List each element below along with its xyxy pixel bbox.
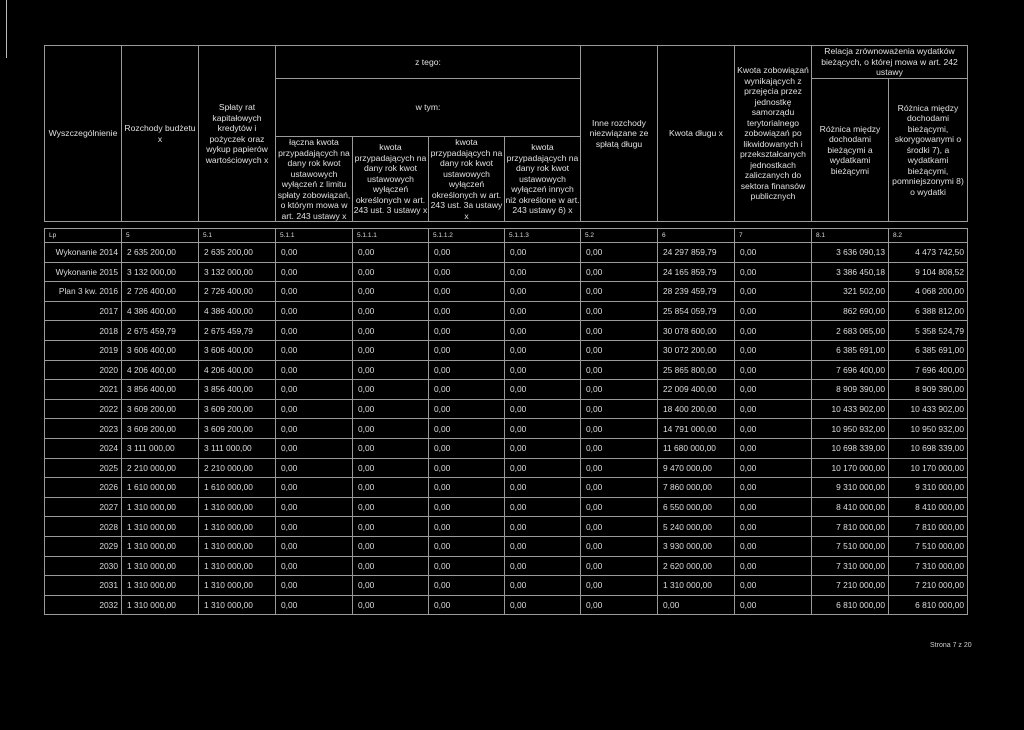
row-label: Wykonanie 2015 — [45, 262, 122, 282]
table-cell: 1 310 000,00 — [199, 556, 276, 576]
table-cell: 0,00 — [581, 282, 658, 302]
table-cell: 7 810 000,00 — [812, 517, 889, 537]
lp-cell: 7 — [735, 229, 812, 243]
table-cell: 2 683 065,00 — [812, 321, 889, 341]
table-cell: 0,00 — [353, 321, 429, 341]
table-cell: 0,00 — [505, 340, 581, 360]
table-cell: 0,00 — [353, 360, 429, 380]
table-row — [45, 282, 968, 302]
table-cell: 1 310 000,00 — [199, 595, 276, 615]
table-cell: 0,00 — [581, 595, 658, 615]
table-cell: 0,00 — [735, 419, 812, 439]
row-label: 2023 — [45, 419, 122, 439]
table-cell: 0,00 — [581, 321, 658, 341]
table-cell: 5 358 524,79 — [889, 321, 968, 341]
row-label: 2024 — [45, 438, 122, 458]
row-label: 2027 — [45, 497, 122, 517]
table-row — [45, 556, 968, 576]
row-label: 2026 — [45, 478, 122, 498]
table-cell: 0,00 — [353, 536, 429, 556]
table-cell: 8 410 000,00 — [812, 497, 889, 517]
table-cell: 0,00 — [505, 438, 581, 458]
row-label: 2017 — [45, 301, 122, 321]
table-cell: 0,00 — [735, 497, 812, 517]
table-cell: 3 609 200,00 — [122, 399, 199, 419]
header-rozchody: Rozchody budżetu x — [122, 46, 199, 222]
table-cell: 2 210 000,00 — [122, 458, 199, 478]
table-cell: 7 810 000,00 — [889, 517, 968, 537]
table-cell: 0,00 — [581, 517, 658, 537]
table-header — [45, 46, 968, 229]
table-cell: 0,00 — [735, 556, 812, 576]
table-cell: 1 310 000,00 — [122, 497, 199, 517]
header-spacer — [45, 222, 968, 229]
table-cell: 0,00 — [276, 321, 353, 341]
table-cell: 0,00 — [581, 340, 658, 360]
table-cell: 0,00 — [353, 340, 429, 360]
table-row — [45, 458, 968, 478]
table-cell: 24 165 859,79 — [658, 262, 735, 282]
margin-rule — [6, 0, 7, 58]
table-cell: 0,00 — [581, 458, 658, 478]
table-cell: 0,00 — [505, 458, 581, 478]
row-label: 2019 — [45, 340, 122, 360]
table-cell: 10 433 902,00 — [889, 399, 968, 419]
header-wyszczegolnienie: Wyszczególnienie — [45, 46, 122, 222]
forecast-table — [44, 45, 968, 615]
table-cell: 0,00 — [276, 438, 353, 458]
row-label: 2032 — [45, 595, 122, 615]
table-cell: 0,00 — [353, 497, 429, 517]
table-cell: 0,00 — [581, 243, 658, 263]
table-row — [45, 301, 968, 321]
table-cell: 4 206 400,00 — [122, 360, 199, 380]
header-relacja: Relacja zrównoważenia wydatków bieżących, o której mowa w art. 242 ustawy — [812, 46, 968, 79]
lp-cell: 5.1.1.3 — [505, 229, 581, 243]
lp-cell: 8.1 — [812, 229, 889, 243]
table-cell: 0,00 — [735, 360, 812, 380]
table-cell: 0,00 — [353, 243, 429, 263]
table-cell: 2 675 459,79 — [122, 321, 199, 341]
lp-cell: 5.1.1 — [276, 229, 353, 243]
table-cell: 1 610 000,00 — [122, 478, 199, 498]
table-cell: 3 636 090,13 — [812, 243, 889, 263]
table-cell: 0,00 — [276, 360, 353, 380]
table-cell: 0,00 — [353, 458, 429, 478]
table-cell: 0,00 — [735, 438, 812, 458]
table-cell: 0,00 — [429, 321, 505, 341]
table-cell: 11 680 000,00 — [658, 438, 735, 458]
table-cell: 0,00 — [735, 340, 812, 360]
header-roznica: Różnica między dochodami bieżącymi a wydatkami bieżącymi — [812, 78, 889, 222]
row-label: 2030 — [45, 556, 122, 576]
table-cell: 0,00 — [353, 282, 429, 302]
row-label: 2020 — [45, 360, 122, 380]
table-cell: 2 210 000,00 — [199, 458, 276, 478]
table-cell: 862 690,00 — [812, 301, 889, 321]
row-label: 2028 — [45, 517, 122, 537]
table-cell: 0,00 — [505, 536, 581, 556]
table-cell: 0,00 — [735, 595, 812, 615]
table-cell: 1 310 000,00 — [199, 517, 276, 537]
table-cell: 0,00 — [353, 438, 429, 458]
table-cell: 2 635 200,00 — [122, 243, 199, 263]
table-row — [45, 595, 968, 615]
table-cell: 6 385 691,00 — [812, 340, 889, 360]
table-row — [45, 536, 968, 556]
lp-cell: Lp — [45, 229, 122, 243]
table-cell: 0,00 — [429, 301, 505, 321]
table-cell: 0,00 — [581, 576, 658, 596]
table-cell: 4 473 742,50 — [889, 243, 968, 263]
table-cell: 14 791 000,00 — [658, 419, 735, 439]
table-cell: 0,00 — [735, 536, 812, 556]
table-cell: 0,00 — [276, 458, 353, 478]
table-cell: 10 698 339,00 — [889, 438, 968, 458]
table-cell: 0,00 — [429, 458, 505, 478]
table-cell: 6 810 000,00 — [812, 595, 889, 615]
table-cell: 0,00 — [735, 262, 812, 282]
table-cell: 0,00 — [735, 576, 812, 596]
table-cell: 0,00 — [581, 556, 658, 576]
table-row — [45, 360, 968, 380]
table-cell: 0,00 — [276, 595, 353, 615]
table-cell: 5 240 000,00 — [658, 517, 735, 537]
table-cell: 1 310 000,00 — [122, 576, 199, 596]
table-cell: 0,00 — [353, 301, 429, 321]
table-cell: 4 386 400,00 — [122, 301, 199, 321]
table-row — [45, 380, 968, 400]
table-cell: 9 310 000,00 — [812, 478, 889, 498]
table-cell: 0,00 — [735, 517, 812, 537]
table-row — [45, 340, 968, 360]
table-cell: 3 606 400,00 — [199, 340, 276, 360]
row-label: Plan 3 kw. 2016 — [45, 282, 122, 302]
table-cell: 0,00 — [505, 262, 581, 282]
table-cell: 25 854 059,79 — [658, 301, 735, 321]
lp-row — [45, 229, 968, 243]
table-cell: 3 609 200,00 — [199, 399, 276, 419]
table-cell: 0,00 — [581, 380, 658, 400]
table-cell: 0,00 — [429, 556, 505, 576]
lp-cell: 8.2 — [889, 229, 968, 243]
lp-cell: 5 — [122, 229, 199, 243]
table-cell: 0,00 — [429, 576, 505, 596]
row-label: Wykonanie 2014 — [45, 243, 122, 263]
table-cell: 1 310 000,00 — [199, 536, 276, 556]
table-cell: 1 310 000,00 — [122, 556, 199, 576]
header-kwota-ust3a: kwota przypadających na dany rok kwot ustawowych wyłączeń określonych w art. 243 ust. 3a ustawy x — [429, 137, 505, 222]
row-label: 2018 — [45, 321, 122, 341]
lp-cell: 5.1.1.1 — [353, 229, 429, 243]
header-kwota-dlugu: Kwota długu x — [658, 46, 735, 222]
table-cell: 0,00 — [581, 399, 658, 419]
table-cell: 0,00 — [505, 360, 581, 380]
table-cell: 1 610 000,00 — [199, 478, 276, 498]
table-cell: 2 726 400,00 — [122, 282, 199, 302]
table-cell: 0,00 — [276, 576, 353, 596]
table-cell: 0,00 — [353, 556, 429, 576]
table-cell: 0,00 — [276, 282, 353, 302]
table-row — [45, 576, 968, 596]
table-cell: 0,00 — [505, 556, 581, 576]
table-cell: 4 386 400,00 — [199, 301, 276, 321]
table-cell: 0,00 — [735, 301, 812, 321]
table-cell: 0,00 — [505, 576, 581, 596]
table-cell: 2 635 200,00 — [199, 243, 276, 263]
table-cell: 0,00 — [429, 419, 505, 439]
table-cell: 0,00 — [429, 282, 505, 302]
header-splaty: Spłaty rat kapitałowych kredytów i pożyczek oraz wykup papierów wartościowych x — [199, 46, 276, 222]
table-cell: 0,00 — [505, 595, 581, 615]
header-inne-rozchody: Inne rozchody niezwiązane ze spłatą długu — [581, 46, 658, 222]
table-cell: 0,00 — [276, 399, 353, 419]
row-label: 2021 — [45, 380, 122, 400]
table-cell: 0,00 — [429, 595, 505, 615]
table-cell: 0,00 — [735, 478, 812, 498]
table-cell: 0,00 — [429, 536, 505, 556]
table-cell: 7 310 000,00 — [889, 556, 968, 576]
table-cell: 0,00 — [429, 438, 505, 458]
table-cell: 7 696 400,00 — [812, 360, 889, 380]
table-cell: 0,00 — [276, 340, 353, 360]
table-cell: 0,00 — [276, 478, 353, 498]
table-cell: 0,00 — [581, 360, 658, 380]
table-cell: 0,00 — [581, 262, 658, 282]
table-cell: 3 386 450,18 — [812, 262, 889, 282]
row-label: 2025 — [45, 458, 122, 478]
table-cell: 0,00 — [505, 301, 581, 321]
table-cell: 4 068 200,00 — [889, 282, 968, 302]
table-cell: 10 170 000,00 — [812, 458, 889, 478]
row-label: 2031 — [45, 576, 122, 596]
table-cell: 7 210 000,00 — [812, 576, 889, 596]
table-cell: 6 810 000,00 — [889, 595, 968, 615]
table-cell: 0,00 — [581, 419, 658, 439]
table-cell: 4 206 400,00 — [199, 360, 276, 380]
table-cell: 8 909 390,00 — [889, 380, 968, 400]
table-cell: 1 310 000,00 — [658, 576, 735, 596]
table-cell: 0,00 — [276, 556, 353, 576]
lp-cell: 5.1 — [199, 229, 276, 243]
table-cell: 0,00 — [429, 478, 505, 498]
table-cell: 0,00 — [276, 301, 353, 321]
table-cell: 0,00 — [353, 517, 429, 537]
table-cell: 2 726 400,00 — [199, 282, 276, 302]
header-laczna-kwota: łączna kwota przypadających na dany rok kwot ustawowych wyłączeń z limitu spłaty zobowiązań, o którym mowa w art. 243 ustawy x — [276, 137, 353, 222]
table-cell: 10 950 932,00 — [812, 419, 889, 439]
lp-cell: 6 — [658, 229, 735, 243]
table-row — [45, 262, 968, 282]
table-cell: 0,00 — [276, 380, 353, 400]
table-row — [45, 517, 968, 537]
header-roznica-skorygowana: Różnica między dochodami bieżącymi, skorygowanymi o środki 7), a wydatkami bieżącymi, pomniejszonymi 8) o wydatki — [889, 78, 968, 222]
table-cell: 0,00 — [735, 321, 812, 341]
row-label: 2029 — [45, 536, 122, 556]
table-cell: 22 009 400,00 — [658, 380, 735, 400]
table-cell: 18 400 200,00 — [658, 399, 735, 419]
table-cell: 6 388 812,00 — [889, 301, 968, 321]
table-cell: 0,00 — [735, 399, 812, 419]
table-row — [45, 321, 968, 341]
table-cell: 3 111 000,00 — [199, 438, 276, 458]
header-kwota-zobowiazan: Kwota zobowiązań wynikających z przejęcia przez jednostkę samorządu terytorialnego zobowiązań po likwidowanych i przekształcanych jednostkach zaliczanych do sektora finansów publicznych — [735, 46, 812, 222]
table-cell: 30 072 200,00 — [658, 340, 735, 360]
table-cell: 0,00 — [429, 243, 505, 263]
table-cell: 25 865 800,00 — [658, 360, 735, 380]
table-cell: 9 104 808,52 — [889, 262, 968, 282]
table-cell: 0,00 — [429, 360, 505, 380]
table-cell: 0,00 — [353, 399, 429, 419]
lp-cell: 5.2 — [581, 229, 658, 243]
table-cell: 0,00 — [353, 419, 429, 439]
table-cell: 7 510 000,00 — [812, 536, 889, 556]
table-cell: 0,00 — [505, 419, 581, 439]
table-cell: 3 930 000,00 — [658, 536, 735, 556]
page-number: Strona 7 z 20 — [930, 642, 972, 649]
table-cell: 0,00 — [429, 399, 505, 419]
table-cell: 0,00 — [276, 419, 353, 439]
table-cell: 10 698 339,00 — [812, 438, 889, 458]
table-cell: 3 132 000,00 — [199, 262, 276, 282]
table-cell: 2 675 459,79 — [199, 321, 276, 341]
table-cell: 0,00 — [505, 517, 581, 537]
table-cell: 0,00 — [735, 243, 812, 263]
table-cell: 3 609 200,00 — [199, 419, 276, 439]
table-cell: 7 310 000,00 — [812, 556, 889, 576]
table-cell: 0,00 — [658, 595, 735, 615]
table-cell: 0,00 — [505, 478, 581, 498]
table-cell: 30 078 600,00 — [658, 321, 735, 341]
table-cell: 10 170 000,00 — [889, 458, 968, 478]
table-cell: 0,00 — [429, 380, 505, 400]
table-cell: 0,00 — [429, 262, 505, 282]
table-cell: 9 310 000,00 — [889, 478, 968, 498]
table-cell: 6 385 691,00 — [889, 340, 968, 360]
table-cell: 0,00 — [505, 399, 581, 419]
table-cell: 0,00 — [429, 340, 505, 360]
lp-cell: 5.1.1.2 — [429, 229, 505, 243]
table-cell: 0,00 — [276, 497, 353, 517]
table-cell: 0,00 — [276, 536, 353, 556]
table-cell: 3 606 400,00 — [122, 340, 199, 360]
table-cell: 7 696 400,00 — [889, 360, 968, 380]
table-cell: 0,00 — [276, 243, 353, 263]
table-cell: 0,00 — [429, 497, 505, 517]
table-cell: 28 239 459,79 — [658, 282, 735, 302]
table-cell: 0,00 — [429, 517, 505, 537]
row-label: 2022 — [45, 399, 122, 419]
table-cell: 0,00 — [353, 478, 429, 498]
table-cell: 2 620 000,00 — [658, 556, 735, 576]
table-cell: 9 470 000,00 — [658, 458, 735, 478]
table-cell: 0,00 — [505, 321, 581, 341]
table-cell: 0,00 — [353, 262, 429, 282]
table-cell: 0,00 — [735, 458, 812, 478]
table-cell: 0,00 — [505, 282, 581, 302]
table-cell: 3 856 400,00 — [199, 380, 276, 400]
table-cell: 10 950 932,00 — [889, 419, 968, 439]
table-cell: 3 111 000,00 — [122, 438, 199, 458]
column-numbers — [45, 229, 968, 243]
table-cell: 0,00 — [581, 438, 658, 458]
table-row — [45, 438, 968, 458]
table-cell: 10 433 902,00 — [812, 399, 889, 419]
table-cell: 1 310 000,00 — [122, 536, 199, 556]
table-cell: 0,00 — [505, 497, 581, 517]
header-z-tego: z tego: — [276, 46, 581, 79]
table-cell: 0,00 — [353, 576, 429, 596]
financial-forecast-sheet — [44, 45, 968, 615]
table-cell: 0,00 — [353, 595, 429, 615]
table-cell: 24 297 859,79 — [658, 243, 735, 263]
table-cell: 6 550 000,00 — [658, 497, 735, 517]
header-kwota-inne: kwota przypadających na dany rok kwot ustawowych wyłączeń innych niż określone w art. 243 ustawy 6) x — [505, 137, 581, 222]
table-cell: 8 909 390,00 — [812, 380, 889, 400]
table-cell: 0,00 — [505, 243, 581, 263]
table-cell: 8 410 000,00 — [889, 497, 968, 517]
table-row — [45, 243, 968, 263]
table-cell: 1 310 000,00 — [199, 497, 276, 517]
table-cell: 0,00 — [353, 380, 429, 400]
table-cell: 0,00 — [276, 262, 353, 282]
table-row — [45, 478, 968, 498]
table-cell: 3 609 200,00 — [122, 419, 199, 439]
header-w-tym: w tym: — [276, 78, 581, 137]
table-row — [45, 497, 968, 517]
table-cell: 1 310 000,00 — [122, 595, 199, 615]
table-cell: 3 856 400,00 — [122, 380, 199, 400]
table-cell: 1 310 000,00 — [199, 576, 276, 596]
table-cell: 0,00 — [735, 380, 812, 400]
header-kwota-ust3: kwota przypadających na dany rok kwot ustawowych wyłączeń określonych w art. 243 ust. 3 ustawy x — [353, 137, 429, 222]
table-cell: 0,00 — [735, 282, 812, 302]
table-cell: 0,00 — [276, 517, 353, 537]
table-cell: 0,00 — [581, 301, 658, 321]
table-cell: 0,00 — [581, 478, 658, 498]
table-row — [45, 419, 968, 439]
table-cell: 7 210 000,00 — [889, 576, 968, 596]
table-cell: 1 310 000,00 — [122, 517, 199, 537]
table-cell: 0,00 — [505, 380, 581, 400]
table-row — [45, 399, 968, 419]
table-cell: 0,00 — [581, 497, 658, 517]
table-cell: 7 510 000,00 — [889, 536, 968, 556]
table-body — [45, 243, 968, 615]
table-cell: 321 502,00 — [812, 282, 889, 302]
table-cell: 7 860 000,00 — [658, 478, 735, 498]
table-cell: 0,00 — [581, 536, 658, 556]
table-cell: 3 132 000,00 — [122, 262, 199, 282]
